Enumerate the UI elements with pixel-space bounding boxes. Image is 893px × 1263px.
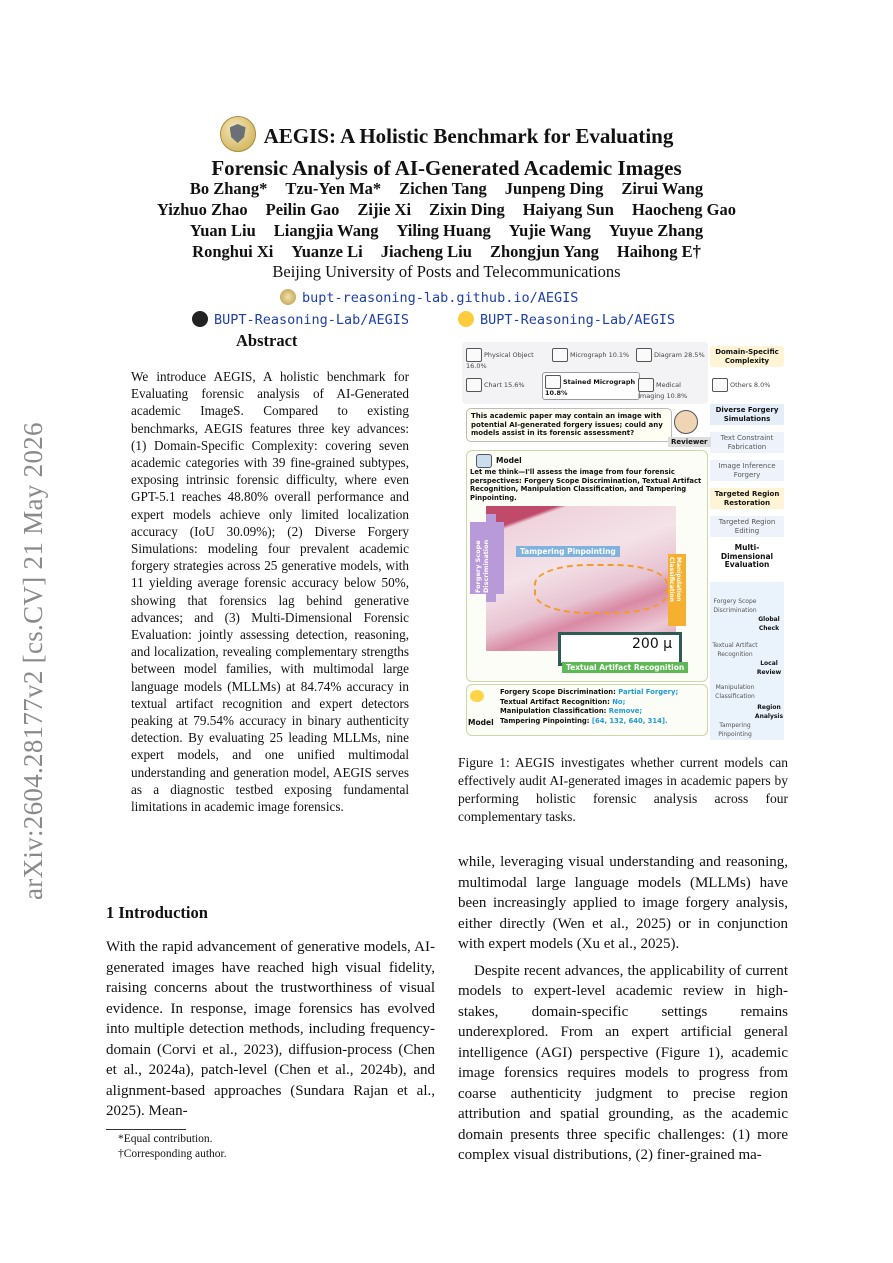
author-row bbox=[0, 199, 893, 220]
answer-tampering: Tampering Pinpointing: [64, 132, 640, 314]. bbox=[500, 716, 668, 725]
eval-local-review: Local Review bbox=[756, 660, 782, 676]
answer-scope: Forgery Scope Discrimination: Partial Forgery; bbox=[500, 688, 679, 696]
answer-textual: Textual Artifact Recognition: No; bbox=[500, 697, 626, 706]
github-link[interactable] bbox=[192, 312, 409, 328]
chart-icon bbox=[466, 378, 482, 392]
title-line-1: AEGIS: A Holistic Benchmark for Evaluating bbox=[263, 123, 674, 148]
diagram-icon bbox=[636, 348, 652, 362]
author-name: Ronghui Xi bbox=[192, 242, 274, 261]
footnote-divider bbox=[106, 1129, 186, 1130]
eval-tampering: Tampering Pinpointing bbox=[718, 722, 752, 738]
stained-microscope-icon bbox=[545, 375, 561, 389]
forgery-item-targeted-restoration: Targeted Region Restoration bbox=[710, 488, 784, 509]
manipulation-tag: Manipulation Classification bbox=[668, 557, 682, 603]
textual-artifact-tag: Textual Artifact Recognition bbox=[562, 662, 688, 673]
model-robot-icon bbox=[476, 454, 492, 468]
author-name: Junpeng Ding bbox=[504, 179, 604, 198]
author-list bbox=[0, 178, 893, 262]
author-name: Yuanze Li bbox=[291, 242, 363, 261]
footnote-equal-contribution: *Equal contribution. bbox=[118, 1133, 213, 1145]
author-name: Tzu-Yen Ma* bbox=[285, 179, 382, 198]
scope-tag: Forgery Scope Discrimination bbox=[470, 522, 504, 594]
author-name: Haiyang Sun bbox=[522, 200, 614, 219]
author-name: Zixin Ding bbox=[429, 200, 505, 219]
pinpoint-tag: Tampering Pinpointing bbox=[516, 546, 620, 557]
eval-region-analysis: Region Analysis bbox=[754, 704, 784, 720]
author-name: Zijie Xi bbox=[357, 200, 412, 219]
category-micrograph: Micrograph 10.1% bbox=[552, 348, 632, 362]
lightbulb-icon bbox=[470, 690, 484, 702]
aegis-shield-logo-icon bbox=[220, 116, 256, 152]
scale-label: 200 μ bbox=[632, 636, 673, 652]
author-row bbox=[0, 220, 893, 241]
author-name: Peilin Gao bbox=[265, 200, 340, 219]
github-link-text[interactable]: BUPT-Reasoning-Lab/AEGIS bbox=[214, 312, 410, 328]
website-link[interactable] bbox=[280, 290, 578, 306]
grid-icon bbox=[712, 378, 728, 392]
model-label: Model bbox=[496, 456, 522, 465]
author-name: Yiling Huang bbox=[396, 221, 491, 240]
diverse-forgery-title: Diverse Forgery Simulations bbox=[710, 404, 784, 425]
author-name: Haihong E† bbox=[616, 242, 701, 261]
footnote-corresponding-author: †Corresponding author. bbox=[118, 1148, 227, 1160]
reviewer-question: This academic paper may contain an image with potential AI-generated forgery issues; could any models assist in its forensic assessment? bbox=[466, 408, 672, 442]
right-column-text bbox=[458, 852, 788, 1172]
category-diagram: Diagram 28.5% bbox=[636, 348, 708, 362]
abstract-body: We introduce AEGIS, A holistic benchmark for Evaluating forensic analysis of AI-Generated academic ImageS. Compared to existing benchmarks, AEGIS features three key advances: (1) Domain-Specific Complexity: covering seven academic categories with 39 fine-grained subtypes, exposing intrinsic forensic difficulty, where even GPT-5.1 reaches 48.80% overall performance and expert models achieve only limited localization accuracy (IoU 30.09%); (2) Diverse Forgery Simulations: modeling four prevalent academic forgery strategies across 25 generative models, with 11 yielding average forensic accuracy below 50%, showing that forensics lag behind generative advances; and (3) Multi-Dimensional Forensic Evaluation: jointly assessing detection, reasoning, and localization, revealing complementary strengths between model families, with multimodal large language models (MLLMs) at 84.74% accuracy in textual artifact recognition and expert detectors peaking at 79.54% accuracy in binary authenticity detection. By evaluating 25 leading MLLMs, nine expert models, and one unified multimodal understanding and generation model, AEGIS serves as a diagnostic testbed exposing fundamental limitations in academic image forensics. bbox=[131, 369, 409, 815]
reviewer-avatar-icon bbox=[674, 410, 698, 434]
huggingface-link-text[interactable]: BUPT-Reasoning-Lab/AEGIS bbox=[480, 312, 676, 328]
right-paragraph-2: Despite recent advances, the applicability of current models to expert-level academic review in high-stakes, domain-specific settings remains underexplored. From an expert artificial general intelligence (AGI) perspective (Figure 1), academic image forensics requires models to progress from coarse authenticity judgment to precise region attribution and spatial grounding, as the academic domain presents three specific challenges: (1) more complex visual distributions, (2) finer-grained ma- bbox=[458, 962, 788, 1163]
reviewer-label: Reviewer bbox=[668, 437, 711, 447]
author-name: Jiacheng Liu bbox=[380, 242, 472, 261]
author-name: Yuyue Zhang bbox=[608, 221, 704, 240]
answer-list bbox=[500, 688, 678, 726]
author-name: Yuan Liu bbox=[189, 221, 256, 240]
aegis-logo-icon bbox=[280, 289, 296, 305]
category-physical-object: Physical Object 16.0% bbox=[466, 348, 544, 370]
tampering-region-outline bbox=[534, 564, 668, 614]
category-medical-imaging: Medical Imaging 10.8% bbox=[638, 378, 704, 400]
author-name: Zirui Wang bbox=[621, 179, 704, 198]
author-row bbox=[0, 178, 893, 199]
model-answer-label: Model bbox=[468, 718, 494, 727]
answer-manipulation: Manipulation Classification: Remove; bbox=[500, 707, 643, 715]
monitor-icon bbox=[638, 378, 654, 392]
figure-caption: Figure 1: AEGIS investigates whether current models can effectively audit AI-generated images in academic papers by performing holistic forensic analysis across four complementary tasks. bbox=[458, 755, 788, 824]
author-name: Yizhuo Zhao bbox=[157, 200, 248, 219]
category-stained-micrograph: Stained Micrograph 10.8% bbox=[542, 372, 640, 400]
arxiv-identifier: arXiv:2604.28177v2 [cs.CV] 21 May 2026 bbox=[18, 422, 48, 900]
author-name: Yujie Wang bbox=[508, 221, 591, 240]
author-name: Bo Zhang* bbox=[189, 179, 268, 198]
author-name: Haocheng Gao bbox=[631, 200, 736, 219]
forgery-item-targeted-editing: Targeted Region Editing bbox=[710, 516, 784, 537]
abstract-heading: Abstract bbox=[236, 331, 298, 350]
affiliation: Beijing University of Posts and Telecommunications bbox=[272, 262, 621, 281]
multi-dimensional-title: Multi-Dimensional Evaluation bbox=[720, 543, 774, 569]
huggingface-icon bbox=[458, 311, 474, 327]
right-paragraph-1: while, leveraging visual understanding and reasoning, multimodal large language models (MLLMs) have been increasingly applied to image forgery analysis, either directly (Wen et al., 2025) or in conjunction with expert models (Xu et al., 2025). bbox=[458, 854, 788, 952]
figure-1 bbox=[462, 342, 784, 742]
introduction-paragraph: With the rapid advancement of generative models, AI-generated images have reached high visual fidelity, raising concerns about the trustworthiness of visual evidence. In response, image forensics has evolved into multiple detection methods, including frequency-domain (Corvi et al., 2023), diffusion-process (Chen et al., 2024a), patch-level (Chen et al., 2024b), and alignment-based approaches (Sundara Rajan et al., 2025). Mean- bbox=[106, 939, 435, 1119]
domain-specific-title: Domain-Specific Complexity bbox=[710, 346, 784, 367]
github-icon bbox=[192, 311, 208, 327]
paper-title bbox=[0, 120, 893, 180]
category-others: Others 8.0% bbox=[712, 378, 782, 392]
author-row bbox=[0, 241, 893, 262]
author-name: Liangjia Wang bbox=[273, 221, 379, 240]
eval-forgery-scope: Forgery Scope Discrimination bbox=[713, 598, 757, 614]
title-line-2: Forensic Analysis of AI-Generated Academic Images bbox=[211, 156, 682, 180]
website-link-text[interactable]: bupt-reasoning-lab.github.io/AEGIS bbox=[302, 290, 579, 306]
eval-manipulation: Manipulation Classification bbox=[715, 684, 755, 700]
eval-textual-artifact: Textual Artifact Recognition bbox=[712, 642, 758, 658]
forgery-item-text-constraint: Text Constraint Fabrication bbox=[710, 432, 784, 453]
huggingface-link[interactable] bbox=[458, 312, 675, 328]
category-chart: Chart 15.6% bbox=[466, 378, 536, 392]
introduction-heading: 1 Introduction bbox=[106, 903, 208, 922]
microscope-icon bbox=[552, 348, 568, 362]
model-thinking-text: Let me think—I'll assess the image from four forensic perspectives: Forgery Scope Discrimination, Textual Artifact Recognition, Manipulation Classification, and Tampering Pinpointing. bbox=[470, 468, 702, 502]
camera-icon bbox=[466, 348, 482, 362]
author-name: Zichen Tang bbox=[399, 179, 487, 198]
eval-global-check: Global Check bbox=[758, 616, 780, 632]
forgery-item-image-inference: Image Inference Forgery bbox=[710, 460, 784, 481]
author-name: Zhongjun Yang bbox=[489, 242, 599, 261]
